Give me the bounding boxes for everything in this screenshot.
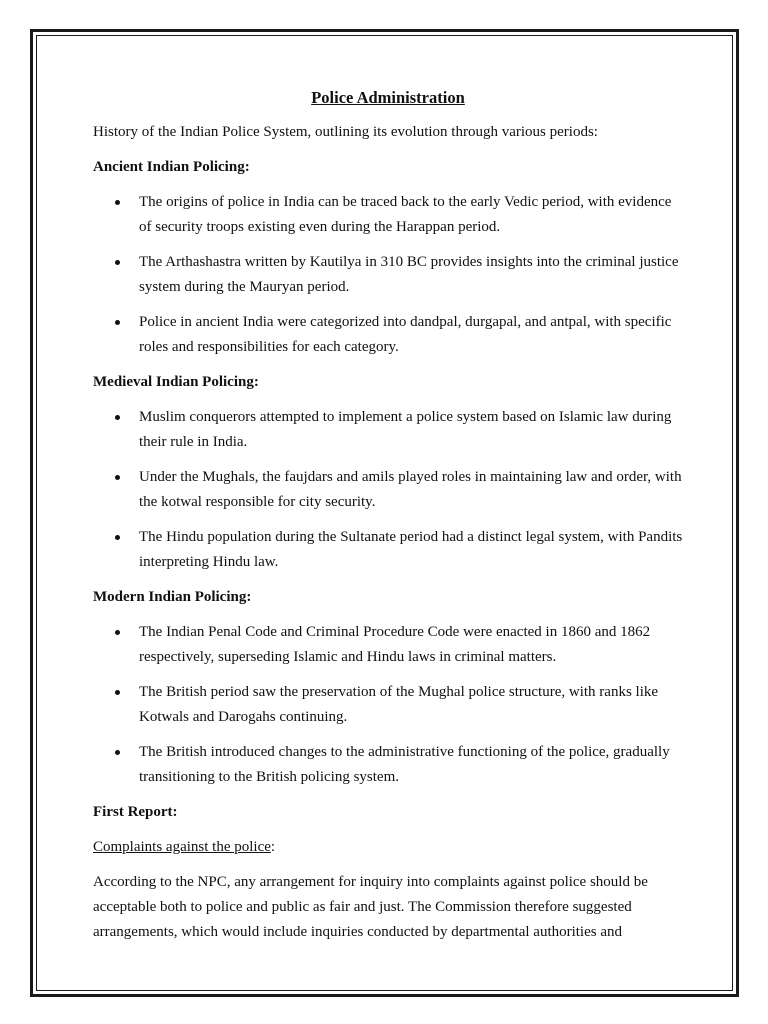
list-item-text: The British period saw the preservation of the Mughal police structure, with ranks like Kotwals and Darogahs continuing. [139, 684, 659, 725]
bullet-list-medieval [93, 405, 683, 575]
list-item-text: The Hindu population during the Sultanate period had a distinct legal system, with Pandits interpreting Hindu law. [139, 529, 683, 570]
complaints-subheading [93, 835, 683, 860]
bullet-list-modern [93, 620, 683, 790]
document-title: Police Administration [311, 88, 465, 107]
list-item-text: Muslim conquerors attempted to implement a police system based on Islamic law during their rule in India. [139, 409, 672, 450]
bullet-icon [115, 415, 120, 420]
bullet-icon [115, 535, 120, 540]
complaints-subheading-text: Complaints against the police [93, 839, 271, 855]
list-item-text: The origins of police in India can be traced back to the early Vedic period, with evidence of security troops existing even during the Harappan period. [139, 194, 672, 235]
list-item-text: Under the Mughals, the faujdars and amils played roles in maintaining law and order, with the kotwal responsible for city security. [139, 469, 682, 510]
closing-paragraph: According to the NPC, any arrangement for inquiry into complaints against police should be acceptable both to police and public as fair and just. The Commission therefore suggested arrangements, which would include inquiries conducted by departmental authorities and [93, 874, 648, 940]
list-item-text: The British introduced changes to the administrative functioning of the police, gradually transitioning to the British policing system. [139, 744, 670, 785]
list-item [93, 465, 683, 515]
bullet-icon [115, 260, 120, 265]
list-item [93, 525, 683, 575]
list-item-text: The Arthashastra written by Kautilya in 310 BC provides insights into the criminal justice system during the Mauryan period. [139, 254, 679, 295]
complaints-subheading-colon: : [270, 839, 276, 855]
list-item-text: Police in ancient India were categorized into dandpal, durgapal, and antpal, with specific roles and responsibilities for each category. [139, 314, 672, 355]
intro-paragraph: History of the Indian Police System, outlining its evolution through various periods: [93, 124, 598, 140]
bullet-list-ancient [93, 190, 683, 360]
list-item [93, 620, 683, 670]
section-heading-medieval: Medieval Indian Policing: [93, 374, 259, 390]
document-body [93, 86, 683, 955]
bullet-icon [115, 200, 120, 205]
list-item [93, 250, 683, 300]
first-report-heading: First Report: [93, 804, 178, 820]
bullet-icon [115, 320, 120, 325]
list-item-text: The Indian Penal Code and Criminal Procedure Code were enacted in 1860 and 1862 respectively, superseding Islamic and Hindu laws in criminal matters. [139, 624, 651, 665]
list-item [93, 190, 683, 240]
bullet-icon [115, 630, 120, 635]
list-item [93, 310, 683, 360]
section-heading-modern: Modern Indian Policing: [93, 589, 252, 605]
bullet-icon [115, 475, 120, 480]
list-item [93, 405, 683, 455]
bullet-icon [115, 750, 120, 755]
list-item [93, 680, 683, 730]
section-heading-ancient: Ancient Indian Policing: [93, 159, 250, 175]
list-item [93, 740, 683, 790]
bullet-icon [115, 690, 120, 695]
